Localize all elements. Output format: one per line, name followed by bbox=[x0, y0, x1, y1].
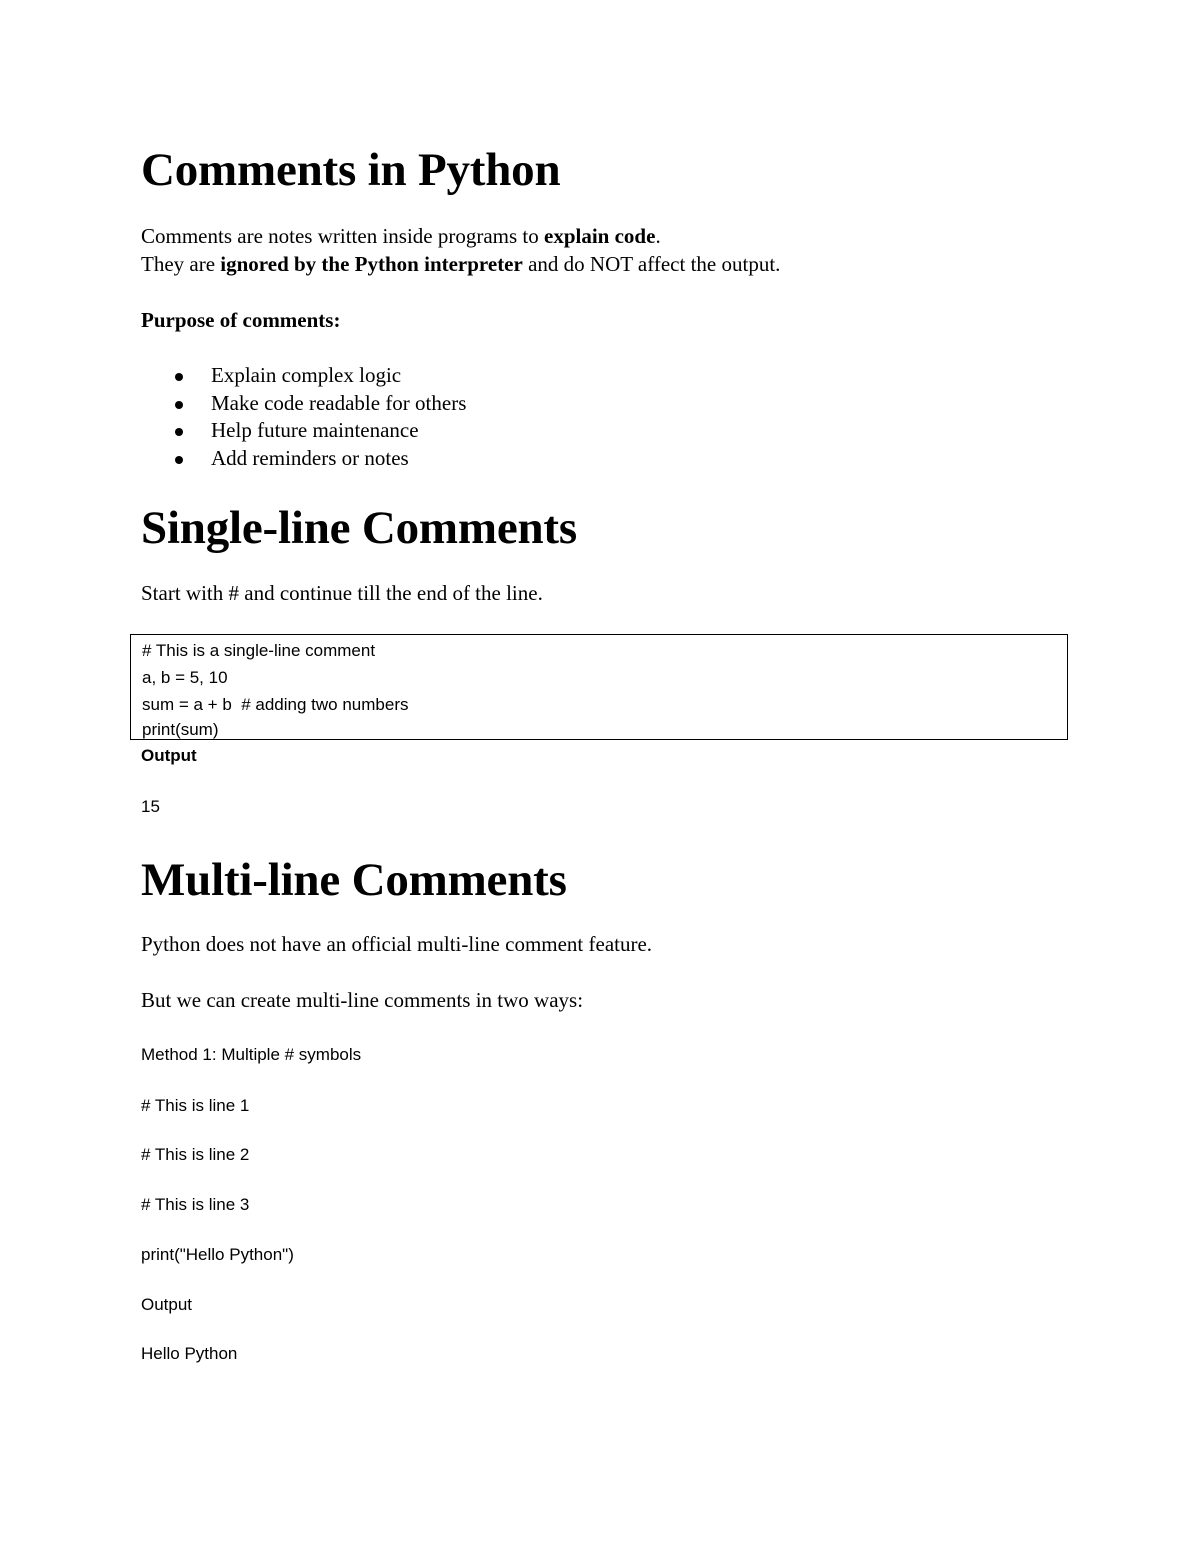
list-item bbox=[142, 417, 466, 445]
code-line: # This is line 1 bbox=[141, 1096, 250, 1115]
single-line-description: Start with # and continue till the end of the line. bbox=[141, 581, 543, 605]
output-value: 15 bbox=[141, 797, 160, 816]
purpose-heading: Purpose of comments: bbox=[141, 308, 341, 332]
code-line: print(sum) bbox=[142, 720, 219, 739]
purpose-list bbox=[142, 362, 466, 472]
multi-output-label: Output bbox=[141, 1295, 193, 1314]
code-line: # This is a single-line comment bbox=[142, 641, 376, 660]
intro-line-2-post: and do NOT affect the output. bbox=[522, 252, 781, 276]
single-line-heading: Single-line Comments bbox=[141, 502, 577, 554]
code-line: print("Hello Python") bbox=[141, 1245, 294, 1264]
bullet-icon bbox=[175, 401, 183, 409]
intro-line-1-bold: explain code bbox=[544, 224, 656, 248]
bullet-icon bbox=[175, 456, 183, 464]
list-item bbox=[142, 390, 466, 418]
intro-line-2-pre: They are bbox=[141, 252, 221, 276]
list-item bbox=[142, 445, 466, 473]
intro-line-1 bbox=[141, 222, 661, 250]
method-label: Method 1: Multiple # symbols bbox=[141, 1045, 362, 1064]
multi-line-para-1: Python does not have an official multi-line comment feature. bbox=[141, 932, 653, 956]
code-block bbox=[130, 634, 1068, 740]
bullet-icon bbox=[175, 428, 183, 436]
list-item-text: Add reminders or notes bbox=[211, 445, 409, 470]
output-label: Output bbox=[141, 746, 197, 765]
list-item-text: Explain complex logic bbox=[211, 363, 402, 387]
intro-line-1-pre: Comments are notes written inside programs to bbox=[141, 224, 545, 248]
code-line: sum = a + b # adding two numbers bbox=[142, 695, 409, 714]
intro-line-2 bbox=[141, 250, 780, 278]
multi-line-heading: Multi-line Comments bbox=[141, 854, 567, 906]
list-item bbox=[142, 362, 466, 390]
multi-line-para-2: But we can create multi-line comments in two ways: bbox=[141, 988, 584, 1012]
code-line: # This is line 2 bbox=[141, 1145, 250, 1164]
intro-line-2-bold: ignored by the Python interpreter bbox=[220, 252, 523, 276]
list-item-text: Make code readable for others bbox=[211, 390, 467, 415]
list-item-text: Help future maintenance bbox=[211, 418, 419, 442]
page-title: Comments in Python bbox=[141, 144, 561, 196]
multi-output-value: Hello Python bbox=[141, 1344, 238, 1363]
intro-line-1-post: . bbox=[655, 224, 661, 248]
code-line: a, b = 5, 10 bbox=[142, 668, 228, 687]
bullet-icon bbox=[175, 373, 183, 381]
code-line: # This is line 3 bbox=[141, 1195, 250, 1214]
